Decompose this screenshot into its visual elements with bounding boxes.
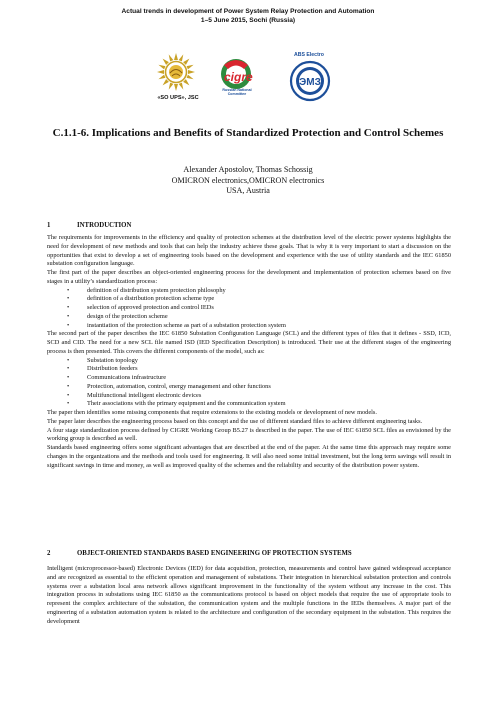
list-item: • selection of approved protection and control IEDs [87,304,451,313]
section-number: 1 [47,222,51,229]
section-1-body [47,234,451,470]
author-names: Alexander Apostolov, Thomas Schossig [183,165,313,174]
paragraph: The paper then identifies some missing components that require extensions to the existing models or development of new models. [47,409,377,416]
paragraph: Intelligent (microprocessor-based) Electronic Devices (IED) for data acquisition, protection, measurements and control have gained widespread acceptance and are recognized as essential to the efficient operation and management of substations. Their integration in hierarchical substation protection and controls systems over a substation local area network allows significant improvement in the functionality of the system without any increase in the cost. This integration process in substations using IEC 61850 as the communications protocol is based on object models that require the use of appropriate tools to represent the complex architecture of the substation, the communication system and the multiple functions in the IEDs themselves. A major part of the engineering of a substation automation system is related to the architecture and configuration of the secondary equipment in the substation. This requires the development [47,565,451,625]
list-item: • Distribution feeders [87,365,451,374]
list-item: • definition of distribution system protection philosophy [87,287,451,296]
author-location: USA, Austria [226,186,270,196]
conference-date-location: 1–5 June 2015, Sochi (Russia) [200,16,296,24]
author-block [0,165,496,197]
list-item: • Communications infrastructure [87,374,451,383]
list-item: • Substation topology [87,357,451,366]
so-ups-caption: «SO UPS», JSC [157,95,199,101]
author-affiliation: OMICRON electronics,OMICRON electronics [171,175,325,185]
paragraph: The second part of the paper describes the IEC 61850 Substation Configuration Language (SCL) and the different types of files that it defines - SSD, ICD, SCD and CID. The need for a new SCL file named ISD (IED Specification Description) is introduced. Their use at the different stages of the engineering process is then presented. This covers the different components of the model, such as: [47,330,451,355]
paragraph: The first part of the paper describes an object-oriented engineering process for the development and implementation of protection schemes based on five stages in a utility’s standardization process: [47,269,451,285]
cigre-subtitle: Russian National Committee [222,88,252,96]
list-item: • design of the protection scheme [87,313,451,322]
conference-header [0,8,496,25]
paragraph: Standards based engineering offers some significant advantages that are described at the end of the paper. At the same time this approach may require some changes in the organizations and the methods and tools used for engineering. It will also need some initial investment, but the long term savings will result in significant savings in time and money, as well as improved quality of the schemes and the reliability and security of the distribution power system. [47,444,451,469]
list-item: • instantiation of the protection scheme as part of a substation protection system [87,322,451,331]
section-number: 2 [47,550,51,557]
so-ups-logo [156,52,196,94]
conference-title: Actual trends in development of Power System Relay Protection and Automation [121,8,375,15]
section-2-heading [47,550,352,557]
abs-mark: ЭМЗ [299,77,321,88]
paragraph: A four stage standardization process defined by CIGRE Working Group B5.27 is described in the paper. The use of IEC 61850 SCL files as envisioned by the working group is described as well. [47,426,451,443]
cigre-logo [214,53,266,103]
paper-title: C.1.1-6. Implications and Benefits of Standardized Protection and Control Schemes [52,127,444,139]
list-item: • Their associations with the primary equipment and the communication system [87,400,451,409]
abs-electro-caption: ABS Electro [294,52,324,58]
paragraph: The requirements for improvements in the efficiency and quality of protection schemes at the distribution level of the electric power systems highlights the need for development of new methods and tools that can help the industry achieve these goals. That is why it is very important to start a discussion on the opportunities that exist to develop a set of engineering tools based on the development and experience with the use of utility standards and the IEC 61850 substation configuration language. [47,234,451,268]
logo-strip [0,52,496,110]
section-title: INTRODUCTION [77,222,132,229]
list-item: • definition of a distribution protection scheme type [87,295,451,304]
paragraph: The paper later describes the engineering process based on this concept and the use of different standard files to achieve different engineering tasks. [47,417,423,425]
list-item: • Multifunctional intelligent electronic devices [87,392,451,401]
model-components-list [47,357,451,410]
section-1-heading [47,222,131,229]
abs-electro-logo [288,54,336,104]
list-item: • Protection, automation, control, energy management and other functions [87,383,451,392]
section-title: OBJECT-ORIENTED STANDARDS BASED ENGINEERING OF PROTECTION SYSTEMS [77,550,352,557]
cigre-wordmark: cigre [224,70,253,84]
section-2-body [47,565,451,626]
stage-list [47,287,451,331]
